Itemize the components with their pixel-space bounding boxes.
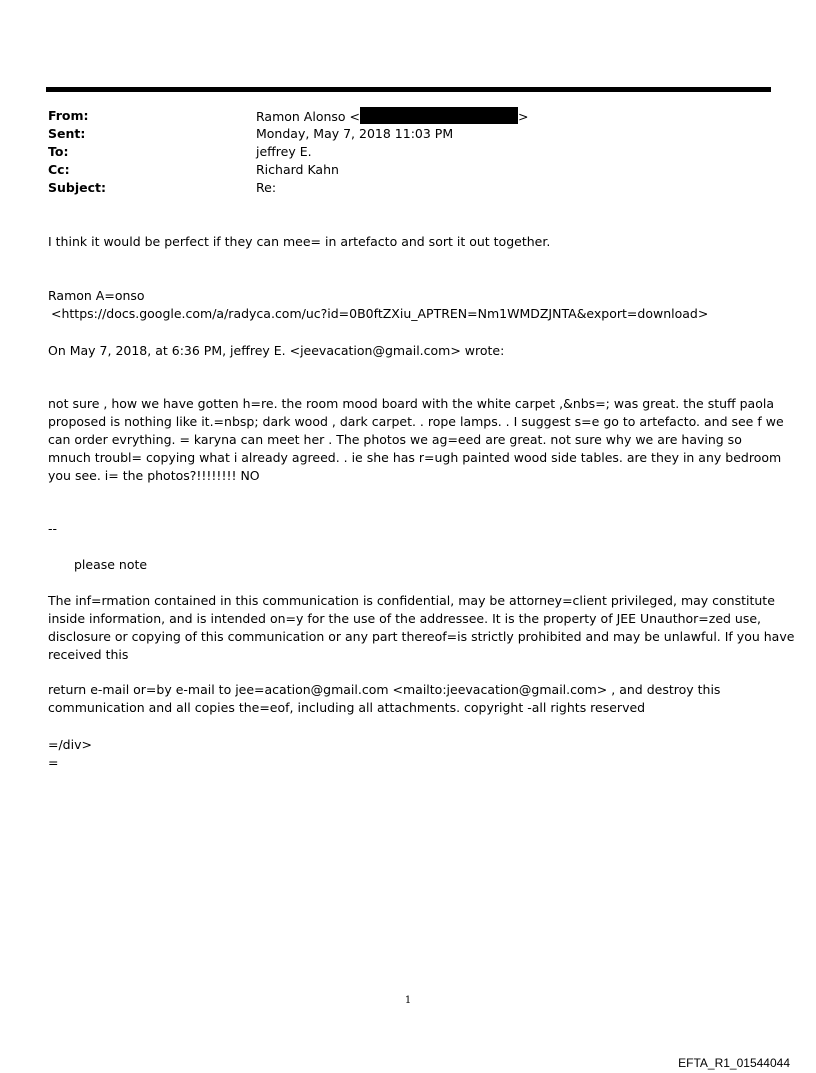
disclaimer-line: disclosure or copying of this communication or any part thereof=is strictly prohibited and may be unlawful. If you have — [48, 629, 795, 644]
from-name: Ramon Alonso < — [256, 109, 360, 124]
cc-label: Cc: — [48, 162, 70, 177]
signature-separator: -- — [48, 521, 58, 536]
trailing-markup — [48, 736, 770, 772]
quoted-line: you see. i= the photos?!!!!!!!! NO — [48, 468, 260, 483]
from-value — [256, 107, 528, 126]
return-notice — [48, 681, 770, 717]
redaction-box — [360, 107, 518, 124]
trailing-line: =/div> — [48, 737, 92, 752]
subject-value: Re: — [256, 180, 277, 195]
cc-value: Richard Kahn — [256, 162, 339, 177]
quoted-line: proposed is nothing like it.=nbsp; dark wood , dark carpet. . rope lamps. . I suggest s=e go to artefacto. and see f we — [48, 414, 784, 429]
quoted-line: can order evrything. = karyna can meet her . The photos we ag=eed are great. not sure why we are having so — [48, 432, 742, 447]
subject-label: Subject: — [48, 180, 106, 195]
sent-label: Sent: — [48, 126, 86, 141]
trailing-line: = — [48, 755, 59, 770]
signature-link: <https://docs.google.com/a/radyca.com/uc?id=0B0ftZXiu_APTREN=Nm1WMDZJNTA&export=download> — [51, 306, 709, 321]
from-closing-bracket: > — [518, 109, 529, 124]
return-line: return e-mail or=by e-mail to jee=acation@gmail.com <mailto:jeevacation@gmail.com> , and destroy this — [48, 682, 721, 697]
to-label: To: — [48, 144, 69, 159]
disclaimer-line: The inf=rmation contained in this communication is confidential, may be attorney=client privileged, may constitute — [48, 593, 775, 608]
quoted-line: not sure , how we have gotten h=re. the room mood board with the white carpet ,&nbs=; was great. the stuff paola — [48, 396, 775, 411]
disclaimer — [48, 592, 795, 664]
disclaimer-line: inside information, and is intended on=y for the use of the addressee. It is the property of JEE Unauthor=zed use, — [48, 611, 762, 626]
page-number: 1 — [404, 995, 412, 1006]
please-note: please note — [74, 557, 148, 572]
signature-name: Ramon A=onso — [48, 288, 145, 303]
sent-value: Monday, May 7, 2018 11:03 PM — [256, 126, 454, 141]
reply-text: I think it would be perfect if they can mee= in artefacto and sort it out together. — [48, 234, 551, 249]
disclaimer-line: received this — [48, 647, 129, 662]
header-rule — [46, 87, 771, 92]
quoted-line: mnuch troubl= copying what i already agreed. . ie she has r=ugh painted wood side tables. are they in any bedroom — [48, 450, 782, 465]
document-id: EFTA_R1_01544044 — [678, 1056, 790, 1070]
to-value: jeffrey E. — [256, 144, 312, 159]
quoted-message — [48, 395, 784, 485]
from-label: From: — [48, 108, 89, 123]
return-line: communication and all copies the=eof, including all attachments. copyright -all rights reserved — [48, 700, 646, 715]
quote-header: On May 7, 2018, at 6:36 PM, jeffrey E. <jeevacation@gmail.com> wrote: — [48, 343, 505, 358]
